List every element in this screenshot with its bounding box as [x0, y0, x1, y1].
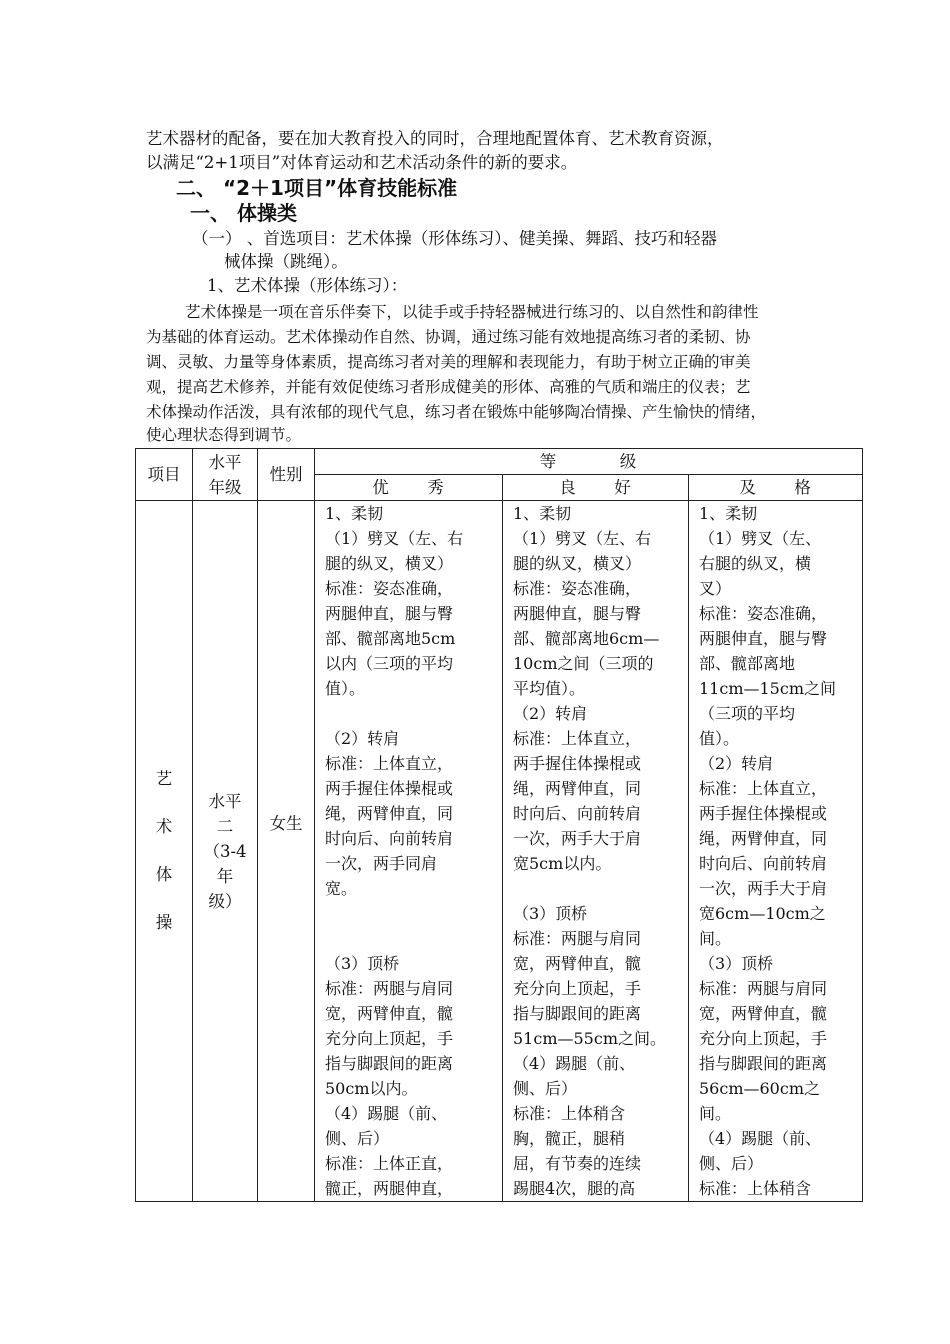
criteria-line: 右腿的纵叉，横 [699, 554, 812, 573]
description-line: 调、灵敏、力量等身体素质，提高练习者对美的理解和表现能力，有助于树立正确的审美 [146, 353, 751, 371]
description-line: 为基础的体育运动。艺术体操动作自然、协调，通过练习能有效地提高练习者的柔韧、协 [146, 328, 751, 346]
criteria-line: 51cm—55cm之间。 [513, 1029, 666, 1048]
preferred-items-line-2: 械体操（跳绳）。 [224, 252, 348, 271]
criteria-line: 部、髋部离地 [699, 654, 796, 673]
intro-line-1: 艺术器材的配备，要在加大教育投入的同时，合理地配置体育、艺术教育资源， [146, 129, 724, 148]
criteria-line: 一次，两手大于肩 [699, 879, 828, 898]
criteria-line: 宽5cm以内。 [513, 854, 612, 873]
level-line: （3-4 [203, 841, 247, 861]
criteria-line: 标准：上体正直， [325, 1154, 454, 1173]
criteria-line: 绳，两臂伸直，同 [513, 779, 642, 798]
criteria-line: 两腿伸直，腿与臀 [699, 629, 828, 648]
criteria-line: 充分向上顶起，手 [699, 1029, 828, 1048]
criteria-line: 10cm之间（三项的 [513, 654, 654, 673]
cell-item-name [136, 501, 193, 1202]
criteria-line: 侧、后） [699, 1154, 764, 1173]
criteria-line: 宽6cm—10cm之 [699, 904, 826, 923]
criteria-line: 间。 [699, 929, 732, 948]
criteria-line: 50cm以内。 [325, 1079, 418, 1098]
criteria-line: 11cm—15cm之间 [699, 679, 836, 698]
item1-title: 1、艺术体操（形体练习）： [207, 276, 408, 295]
criteria-line: 指与脚跟间的距离 [699, 1054, 828, 1073]
criteria-line: 部、髋部离地6cm— [513, 629, 660, 648]
criteria-line: （2）转肩 [513, 704, 588, 723]
description-line: 艺术体操是一项在音乐伴奏下，以徒手或手持轻器械进行练习的、以自然性和韵律性 [185, 303, 759, 321]
criteria-line: 1、柔韧 [699, 504, 758, 523]
item-char: 操 [155, 913, 173, 932]
level-line: 二 [216, 816, 234, 836]
criteria-line: 叉） [699, 579, 732, 598]
criteria-line: 髋正，两腿伸直， [325, 1179, 454, 1198]
description-line: 术体操动作活泼，具有浓郁的现代气息，练习者在锻炼中能够陶冶情操、产生愉快的情绪， [146, 403, 767, 421]
intro-line-2: 以满足“2+1项目”对体育运动和艺术活动条件的新的要求。 [146, 153, 578, 172]
criteria-line: 标准：姿态准确， [513, 579, 642, 598]
cell-pass [689, 501, 863, 1202]
header-gender: 性别 [258, 449, 315, 501]
item-char: 术 [155, 817, 173, 836]
level-line: 水平 [208, 791, 242, 811]
criteria-line: （1）劈叉（左、右 [325, 529, 464, 548]
criteria-line: 平均值）。 [513, 679, 586, 698]
criteria-line: 指与脚跟间的距离 [513, 1004, 642, 1023]
standards-table [135, 448, 863, 1202]
description-line: 观，提高艺术修养，并能有效促使练习者形成健美的形体、高雅的气质和端庄的仪表；艺 [146, 378, 751, 396]
criteria-line: 间。 [699, 1104, 732, 1123]
criteria-line: 标准：上体稍含 [513, 1104, 626, 1123]
cell-good [503, 501, 689, 1202]
section-heading: 二、 “2＋1项目”体育技能标准 [176, 176, 458, 200]
criteria-line: 标准：上体直立， [513, 729, 642, 748]
cell-excellent [315, 501, 503, 1202]
criteria-line: 侧、后） [325, 1129, 390, 1148]
criteria-line: 一次，两手大于肩 [513, 829, 642, 848]
criteria-line: （4）踢腿（前、 [699, 1129, 822, 1148]
header-grade: 等 级 [315, 449, 863, 475]
criteria-line: 腿的纵叉，横叉） [325, 554, 454, 573]
criteria-line: 标准：上体直立， [699, 779, 828, 798]
subheading-gymnastics: 一、 体操类 [190, 201, 297, 225]
item-char: 体 [155, 865, 173, 884]
criteria-line: （1）劈叉（左、右 [513, 529, 652, 548]
header-good: 良 好 [503, 475, 689, 501]
criteria-line: 充分向上顶起，手 [513, 979, 642, 998]
item-char: 艺 [155, 769, 173, 788]
criteria-line: 以内（三项的平均 [325, 654, 454, 673]
criteria-line: （2）转肩 [325, 729, 400, 748]
criteria-line [315, 701, 502, 726]
cell-gender [258, 501, 315, 1202]
criteria-line: （4）踢腿（前、 [513, 1054, 636, 1073]
header-level-line: 水平 [208, 452, 242, 472]
criteria-line: 标准：两腿与肩同 [513, 929, 642, 948]
criteria-line: 标准：上体稍含 [699, 1179, 812, 1198]
criteria-line [315, 901, 502, 926]
criteria-line: （3）顶桥 [699, 954, 774, 973]
criteria-line: 两腿伸直，腿与臀 [513, 604, 642, 623]
criteria-line: 两腿伸直，腿与臀 [325, 604, 454, 623]
criteria-line: 充分向上顶起，手 [325, 1029, 454, 1048]
criteria-line: 指与脚跟间的距离 [325, 1054, 454, 1073]
header-level-line: 年级 [208, 477, 242, 497]
cell-level [193, 501, 258, 1202]
criteria-line: 侧、后） [513, 1079, 578, 1098]
criteria-line [503, 876, 688, 901]
level-line: 级） [208, 891, 242, 911]
criteria-line: 两手握住体操棍或 [325, 779, 454, 798]
header-item: 项目 [136, 449, 193, 501]
criteria-line: 两手握住体操棍或 [699, 804, 828, 823]
criteria-line: 宽，两臂伸直，髋 [513, 954, 642, 973]
criteria-line: 标准：姿态准确， [325, 579, 454, 598]
criteria-line: 屈，有节奏的连续 [513, 1154, 642, 1173]
criteria-line: 1、柔韧 [513, 504, 572, 523]
criteria-line: 标准：姿态准确， [699, 604, 828, 623]
criteria-line: 标准：两腿与肩同 [699, 979, 828, 998]
criteria-line: 时向后、向前转肩 [513, 804, 642, 823]
header-pass: 及 格 [689, 475, 863, 501]
criteria-line: （2）转肩 [699, 754, 774, 773]
criteria-line: 时向后、向前转肩 [699, 854, 828, 873]
criteria-line: （4）踢腿（前、 [325, 1104, 448, 1123]
criteria-line: 胸，髋正，腿稍 [513, 1129, 626, 1148]
description-line: 使心理状态得到调节。 [146, 426, 302, 444]
criteria-line: 绳，两臂伸直，同 [325, 804, 454, 823]
criteria-line: 56cm—60cm之 [699, 1079, 820, 1098]
criteria-line: 踢腿4次，腿的高 [513, 1179, 636, 1198]
criteria-line: 一次，两手同肩 [325, 854, 438, 873]
criteria-line: 宽，两臂伸直，髋 [325, 1004, 454, 1023]
criteria-line: （3）顶桥 [513, 904, 588, 923]
criteria-line: 1、柔韧 [325, 504, 384, 523]
criteria-line: （三项的平均 [699, 704, 796, 723]
criteria-line: 标准：两腿与肩同 [325, 979, 454, 998]
level-line: 年 [216, 866, 234, 886]
criteria-line: 绳，两臂伸直，同 [699, 829, 828, 848]
criteria-line: 两手握住体操棍或 [513, 754, 642, 773]
criteria-line: （3）顶桥 [325, 954, 400, 973]
criteria-line: 值）。 [325, 679, 366, 698]
criteria-line: 时向后、向前转肩 [325, 829, 454, 848]
criteria-line: 宽。 [325, 879, 358, 898]
header-level [193, 449, 258, 501]
header-excellent: 优 秀 [315, 475, 503, 501]
criteria-line [315, 926, 502, 951]
gender-value: 女生 [269, 814, 303, 833]
criteria-line: 宽，两臂伸直，髋 [699, 1004, 828, 1023]
preferred-items-line-1: （一） 、首选项目：艺术体操（形体练习）、健美操、舞蹈、技巧和轻器 [192, 229, 717, 248]
criteria-line: 腿的纵叉，横叉） [513, 554, 642, 573]
criteria-line: 部、髋部离地5cm [325, 629, 456, 648]
criteria-line: 值）。 [699, 729, 740, 748]
criteria-line: 标准：上体直立， [325, 754, 454, 773]
criteria-line: （1）劈叉（左、 [699, 529, 822, 548]
